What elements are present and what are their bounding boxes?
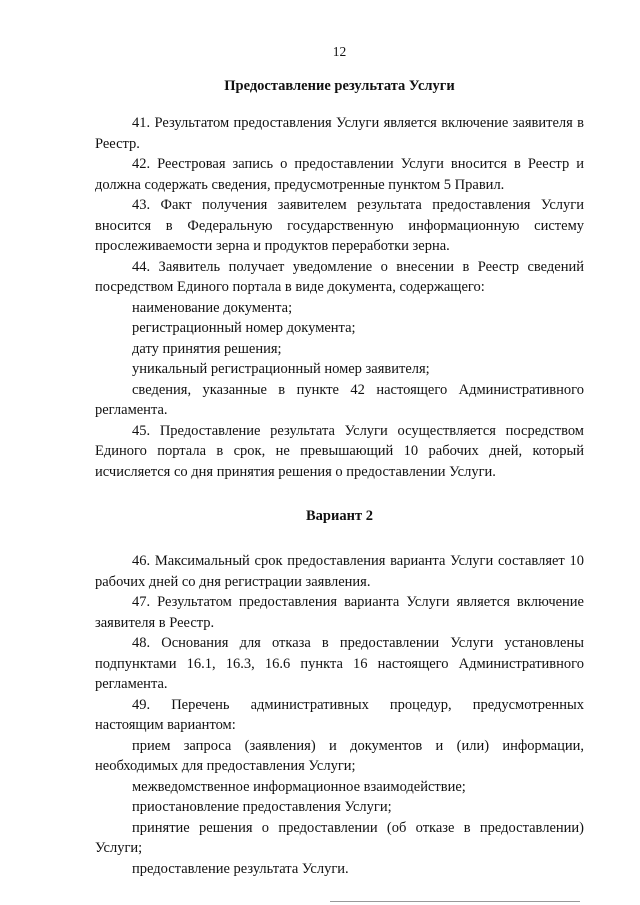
bottom-divider <box>330 901 580 902</box>
paragraph-49: 49. Перечень административных процедур, предусмотренных настоящим вариантом: <box>95 696 584 733</box>
list-item: принятие решения о предоставлении (об отказе в предоставлении) Услуги; <box>95 819 584 856</box>
list-item: сведения, указанные в пункте 42 настоящего Административного регламента. <box>95 381 584 418</box>
section-title: Предоставление результата Услуги <box>224 78 455 94</box>
paragraph-41: 41. Результатом предоставления Услуги является включение заявителя в Реестр. <box>95 115 584 152</box>
paragraph-46: 46. Максимальный срок предоставления варианта Услуги составляет 10 рабочих дней со дня регистрации заявления. <box>95 553 584 590</box>
paragraph-44: 44. Заявитель получает уведомление о внесении в Реестр сведений посредством Единого портала в виде документа, содержащего: <box>95 258 584 295</box>
paragraph-42: 42. Реестровая запись о предоставлении Услуги вносится в Реестр и должна содержать сведения, предусмотренные пунктом 5 Правил. <box>95 156 584 193</box>
paragraph-47: 47. Результатом предоставления варианта Услуги является включение заявителя в Реестр. <box>95 594 584 631</box>
list-item: дату принятия решения; <box>132 340 282 357</box>
list-item: регистрационный номер документа; <box>132 320 356 336</box>
list-item: наименование документа; <box>132 299 293 316</box>
list-item: прием запроса (заявления) и документов и (или) информации, необходимых для предоставления Услуги; <box>95 737 584 774</box>
list-item: уникальный регистрационный номер заявителя; <box>132 361 430 377</box>
list-item: межведомственное информационное взаимодействие; <box>132 778 466 795</box>
paragraph-43: 43. Факт получения заявителем результата предоставления Услуги вносится в Федеральную государственную информационную систему прослеживаемости зерна и продуктов переработки зерна. <box>95 197 584 254</box>
paragraph-48: 48. Основания для отказа в предоставлении Услуги установлены подпунктами 16.1, 16.3, 16.6 пункта 16 настоящего Административного регламента. <box>95 635 584 692</box>
paragraph-45: 45. Предоставление результата Услуги осуществляется посредством Единого портала в срок, не превышающий 10 рабочих дней, который исчисляется со дня принятия решения о предоставлении Услуги. <box>95 422 584 480</box>
page-number: 12 <box>332 44 347 59</box>
list-item: приостановление предоставления Услуги; <box>132 799 392 815</box>
variant-title: Вариант 2 <box>306 508 373 524</box>
list-item: предоставление результата Услуги. <box>132 860 349 877</box>
